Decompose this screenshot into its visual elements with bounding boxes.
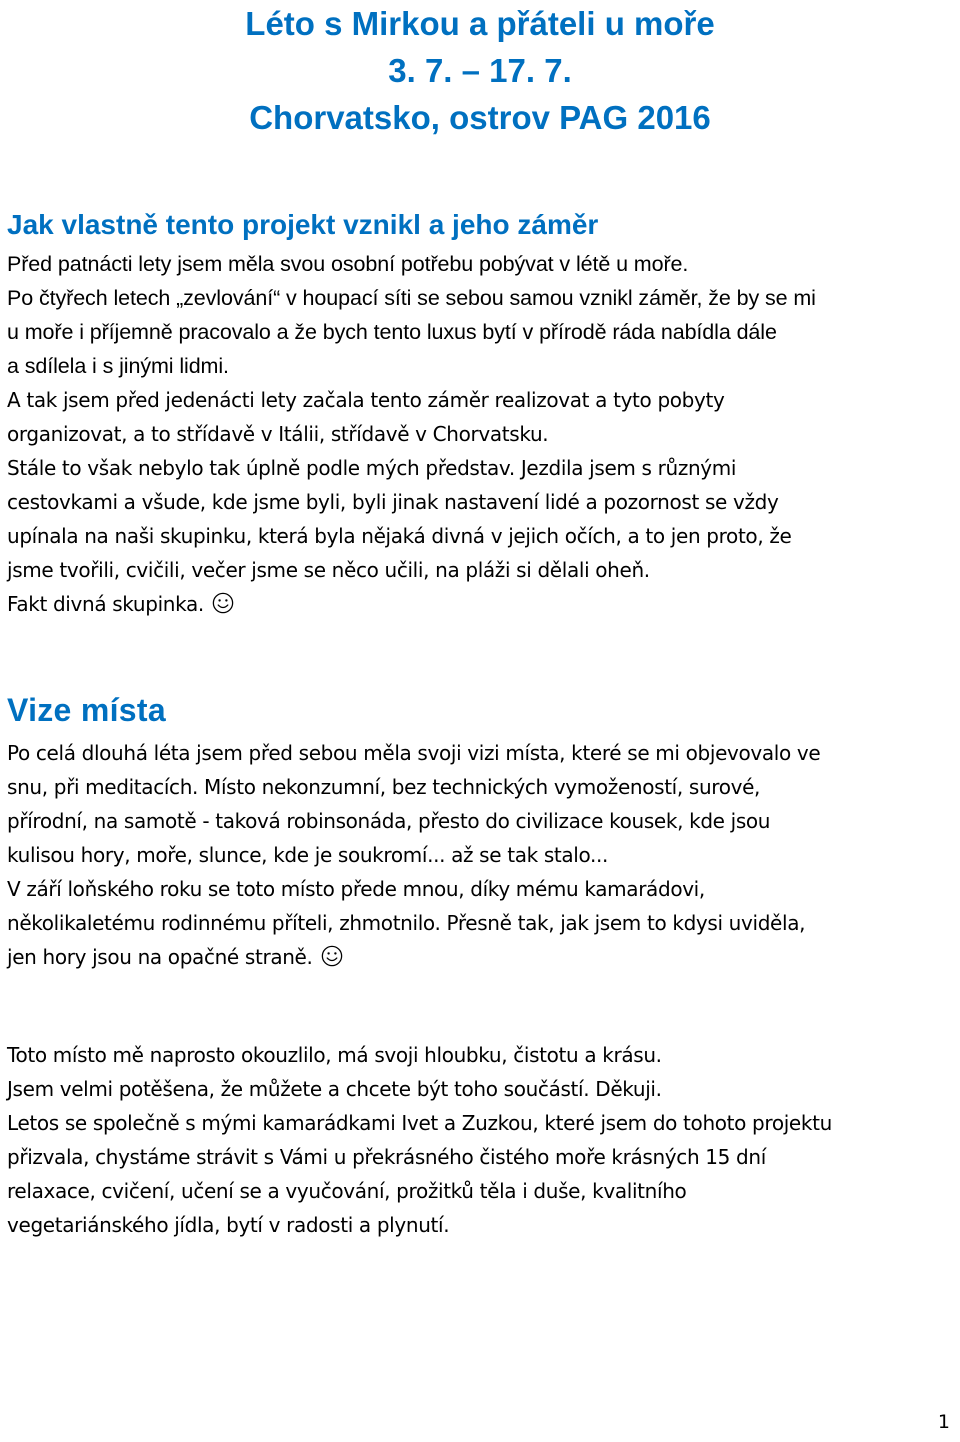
paragraph-line: cestovkami a všude, kde jsme byli, byli jinak nastavení lidé a pozornost se vždy	[7, 490, 779, 514]
paragraph-line: a sdílela i s jinými lidmi.	[7, 354, 229, 378]
title-line-2: 3. 7. – 17. 7.	[388, 52, 572, 89]
page-number: 1	[937, 1411, 950, 1433]
paragraph-line: Stále to však nebylo tak úplně podle mých představ. Jezdila jsem s různými	[7, 456, 737, 480]
paragraph-line: několikaletému rodinnému příteli, zhmotnilo. Přesně tak, jak jsem to kdysi uviděla,	[7, 911, 806, 935]
paragraph-line: přírodní, na samotě - taková robinsonáda, přesto do civilizace kousek, kde jsou	[7, 809, 771, 833]
section-project-intro	[7, 247, 952, 383]
document-title	[0, 0, 960, 141]
paragraph-line: Toto místo mě naprosto okouzlilo, má svoji hloubku, čistotu a krásu.	[7, 1043, 662, 1067]
paragraph-line: Po celá dlouhá léta jsem před sebou měla svoji vizi místa, které se mi objevovalo ve	[7, 741, 821, 765]
paragraph-line: kulisou hory, moře, slunce, kde je soukromí... až se tak stalo...	[7, 843, 609, 867]
paragraph-line: Letos se společně s mými kamarádkami Ivet a Zuzkou, které jsem do tohoto projektu	[7, 1111, 832, 1135]
section-vision-text	[7, 736, 952, 974]
paragraph-line: upínala na naši skupinku, která byla nějaká divná v jejich očích, a to jen proto, že	[7, 524, 792, 548]
paragraph-line: V září loňského roku se toto místo přede mnou, díky mému kamarádovi,	[7, 877, 705, 901]
section-heading-project: Jak vlastně tento projekt vznikl a jeho záměr	[7, 209, 599, 240]
paragraph-line-with-smiley	[7, 940, 952, 974]
paragraph-line: u moře i příjemně pracovalo a že bych tento luxus bytí v přírodě ráda nabídla dále	[7, 320, 777, 344]
paragraph-text: jen hory jsou na opačné straně.	[7, 945, 313, 969]
title-line-3: Chorvatsko, ostrov PAG 2016	[249, 99, 711, 136]
paragraph-line: organizovat, a to střídavě v Itálii, střídavě v Chorvatsku.	[7, 422, 549, 446]
section-closing-text	[7, 1038, 952, 1242]
paragraph-line: vegetariánského jídla, bytí v radosti a plynutí.	[7, 1213, 450, 1237]
paragraph-line: Před patnácti lety jsem měla svou osobní potřebu pobývat v létě u moře.	[7, 252, 689, 276]
paragraph-line: relaxace, cvičení, učení se a vyučování, prožitků těla i duše, kvalitního	[7, 1179, 687, 1203]
paragraph-line: Jsem velmi potěšena, že můžete a chcete být toho součástí. Děkuji.	[7, 1077, 662, 1101]
smiley-face-icon	[321, 945, 343, 967]
title-line-1: Léto s Mirkou a přáteli u moře	[245, 5, 715, 42]
section-project-story	[7, 383, 952, 621]
section-heading-vision: Vize místa	[7, 692, 166, 728]
paragraph-line: přizvala, chystáme strávit s Vámi u překrásného čistého moře krásných 15 dní	[7, 1145, 766, 1169]
paragraph-line: A tak jsem před jedenácti lety začala tento záměr realizovat a tyto pobyty	[7, 388, 725, 412]
paragraph-line: snu, při meditacích. Místo nekonzumní, bez technických vymožeností, surové,	[7, 775, 761, 799]
paragraph-text: Fakt divná skupinka.	[7, 592, 204, 616]
smiley-face-icon	[212, 592, 234, 614]
paragraph-line: Po čtyřech letech „zevlování“ v houpací síti se sebou samou vznikl záměr, že by se mi	[7, 286, 816, 310]
paragraph-line-with-smiley	[7, 587, 952, 621]
paragraph-line: jsme tvořili, cvičili, večer jsme se něco učili, na pláži si dělali oheň.	[7, 558, 650, 582]
